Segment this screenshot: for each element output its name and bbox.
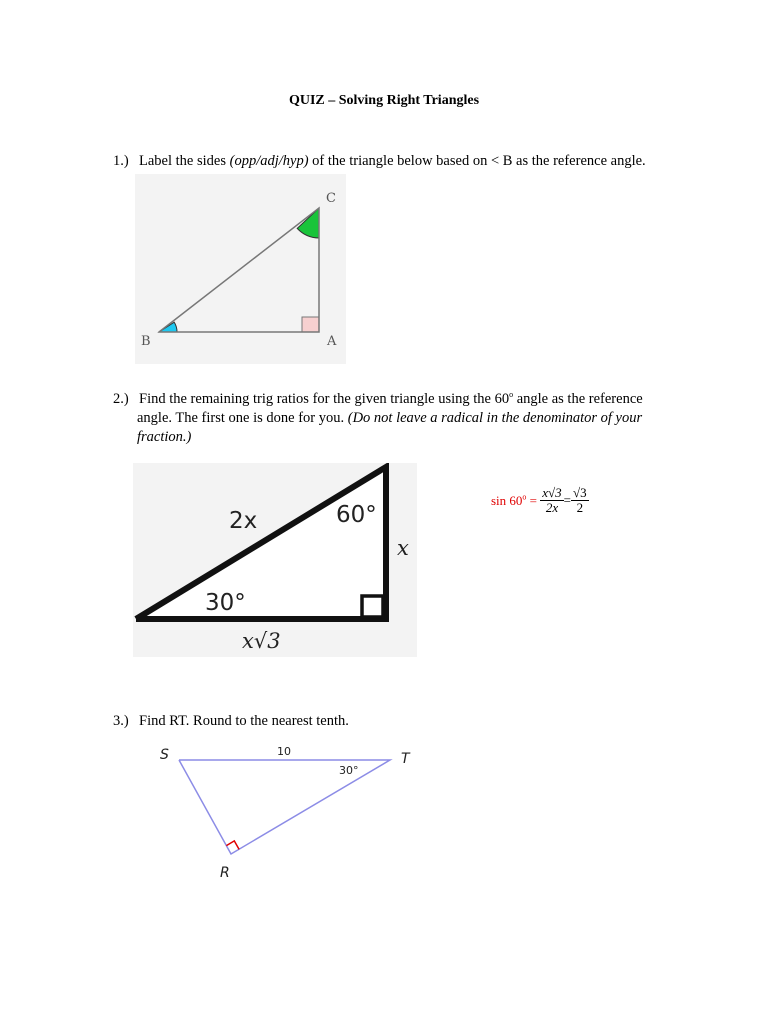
degree-superscript: o — [509, 390, 514, 399]
triangle-rst-figure — [150, 740, 430, 885]
fraction-1-denominator: 2x — [545, 500, 559, 515]
sin-60-example — [491, 486, 589, 515]
label-30-degree: 30° — [205, 590, 246, 616]
q2-line2-italic: (Do not leave a radical in the denominator of your — [347, 409, 643, 426]
label-hypotenuse: 2x — [229, 508, 258, 534]
q1-text-before: Label the sides — [139, 153, 226, 169]
q3-text: Find RT. Round to the nearest tenth. — [139, 713, 349, 729]
label-side-length: 10 — [277, 745, 291, 758]
equals-sign: = — [563, 492, 572, 508]
fraction-1-numerator: x√3 — [542, 485, 562, 500]
question-number: 2.) — [113, 390, 129, 407]
label-short-leg: x — [397, 536, 409, 560]
q1-text-italic: (opp/adj/hyp) — [229, 153, 309, 169]
sin-prefix: sin 60 — [491, 492, 523, 508]
right-angle-marker — [302, 317, 319, 332]
q1-text-after: of the triangle below based on < B as the reference angle. — [312, 153, 646, 169]
q2-line3-italic: fraction.) — [137, 428, 192, 445]
fraction-2-denominator: 2 — [576, 500, 584, 515]
fraction-2 — [571, 486, 589, 515]
triangle-30-60-diagram — [133, 463, 417, 657]
q2-line2: angle. The first one is done for you. — [137, 409, 345, 426]
q2-line-1 — [113, 385, 693, 409]
sin-equals: = — [529, 492, 538, 508]
triangle-30-60-figure — [133, 463, 417, 657]
q2-line1-before: Find the remaining trig ratios for the given triangle using the 60 — [139, 390, 510, 407]
label-angle: 30° — [339, 764, 359, 777]
label-b: B — [141, 334, 151, 349]
label-r: R — [220, 865, 230, 881]
q2-line-2 — [113, 409, 693, 428]
sin-degree: o — [522, 492, 527, 502]
question-1-text — [113, 152, 646, 171]
label-s: S — [160, 747, 169, 763]
question-number: 1.) — [113, 153, 129, 169]
triangle-rst-diagram — [150, 740, 430, 885]
triangle-abc-outline — [159, 208, 319, 332]
question-number: 3.) — [113, 713, 129, 729]
fraction-2-numerator: √3 — [573, 485, 587, 500]
label-long-leg: x√3 — [242, 629, 281, 653]
question-2-text — [113, 385, 693, 447]
triangle-abc-diagram — [135, 174, 346, 364]
question-3-text — [113, 712, 349, 731]
q2-line1-after: angle as the reference — [516, 390, 643, 407]
sin-label — [491, 493, 537, 508]
label-a: A — [327, 334, 337, 349]
triangle-abc-figure — [135, 174, 346, 364]
fraction-1 — [540, 486, 563, 515]
page-title: QUIZ – Solving Right Triangles — [288, 93, 480, 108]
label-60-degree: 60° — [336, 502, 377, 528]
label-t: T — [401, 751, 410, 767]
label-c: C — [326, 191, 336, 206]
